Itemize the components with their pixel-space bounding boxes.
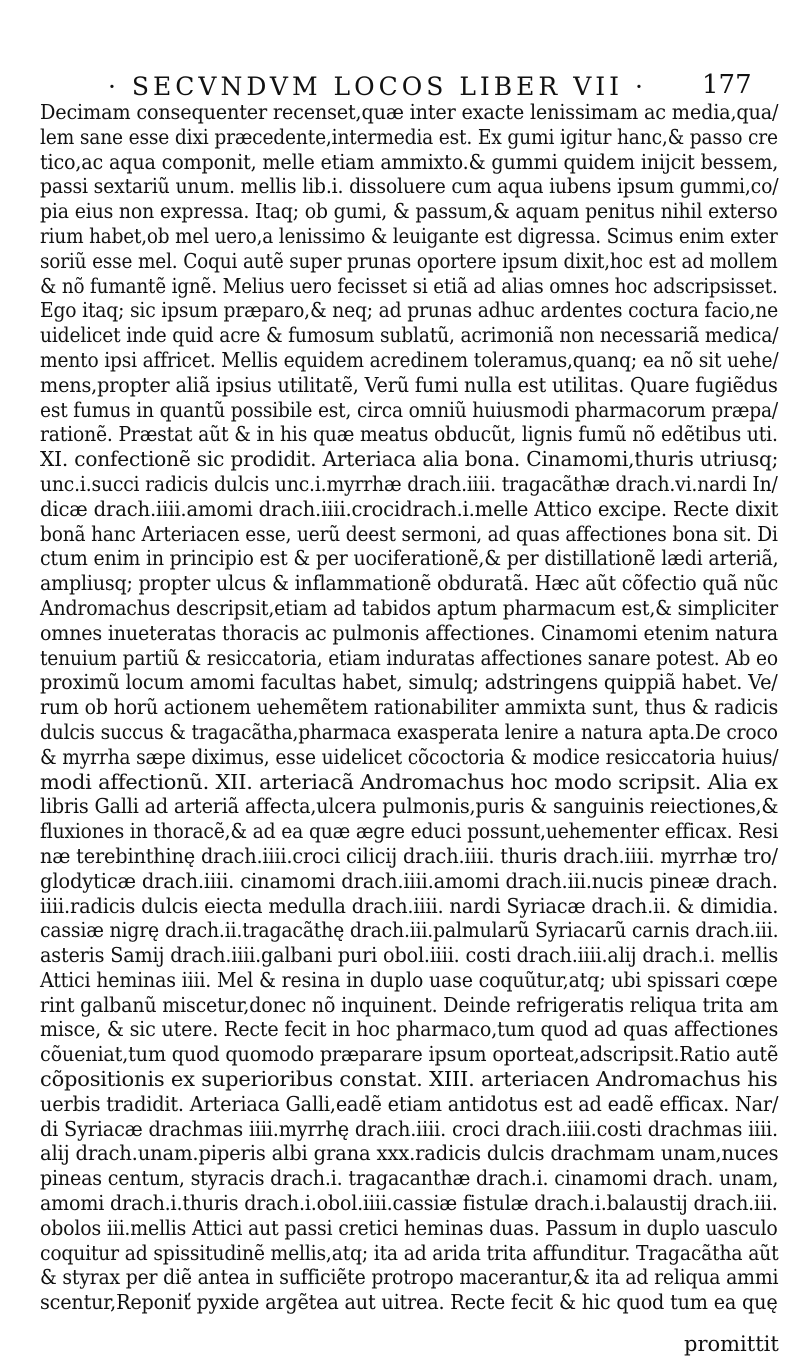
text-line: uidelicet inde quid acre & fumosum sublatũ, acrimoniã non necessariã medica/ — [40, 323, 779, 348]
text-line: Andromachus descripsit,etiam ad tabidos aptum pharmacum est,& simpliciter — [40, 595, 778, 620]
text-line: iiii.radicis dulcis eiecta medulla drach.iiii. nardi Syriacæ drach.ii. & dimidia. — [40, 893, 779, 918]
text-line: soriũ esse mel. Coqui autẽ super prunas oportere ipsum dixit,hoc est ad mollem — [40, 248, 778, 273]
text-line: cassiæ nigrę drach.ii.tragacãthę drach.iii.palmularũ Syriacarũ carnis drach.iii. — [40, 918, 779, 943]
text-line: libris Galli ad arteriã affecta,ulcera pulmonis,puris & sanguinis reiectiones,& — [40, 794, 779, 819]
text-line: ampliusq; propter ulcus & inflammationẽ obduratã. Hæc aũt cõfectio quã nũc — [40, 571, 779, 596]
text-line: XI. confectionẽ sic prodidit. Arteriaca alia bona. Cinamomi,thuris utriusq; — [40, 447, 779, 472]
body-text — [40, 100, 780, 1315]
text-line: amomi drach.i.thuris drach.i.obol.iiii.cassiæ fistulæ drach.i.balaustij drach.iii. — [40, 1191, 778, 1216]
text-line: omnes inueteratas thoracis ac pulmonis affectiones. Cinamomi etenim natura — [40, 620, 778, 645]
text-line: alij drach.unam.piperis albi grana xxx.radicis dulcis drachmam unam,nuces — [40, 1141, 779, 1166]
text-line: passi sextariũ unum. mellis lib.i. dissoluere cum aqua iubens ipsum gummi,co/ — [40, 174, 779, 199]
text-line: Decimam consequenter recenset,quæ inter exacte lenissimam ac media,qua/ — [40, 100, 779, 124]
text-line: cõueniat,tum quod quomodo præparare ipsum oporteat,adscripsit.Ratio autẽ — [40, 1042, 779, 1067]
text-line: modi affectionũ. XII. arteriacã Andromachus hoc modo scripsit. Alia ex — [40, 769, 778, 794]
text-line: dulcis succus & tragacãtha,pharmaca exasperata lenire a natura apta.De croco — [40, 719, 778, 744]
text-line: & nõ fumantẽ ignẽ. Melius uero fecisset si etiã ad alias omnes hoc adscripsisset. — [40, 273, 778, 298]
text-line: tenuium partiũ & resiccatoria, etiam induratas affectiones sanare potest. Ab eo — [40, 645, 778, 670]
text-line: ctum enim in principio est & per uociferationẽ,& per distillationẽ lædi arteriã, — [40, 546, 779, 571]
text-line: proximũ locum amomi facultas habet, simulq; adstringens quippiã habet. Ve/ — [40, 670, 778, 695]
text-line: est fumus in quantũ possibile est, circa omniũ huiusmodi pharmacorum præpa/ — [40, 397, 778, 422]
text-line: scentur,Reponiť pyxide argẽtea aut uitrea. Recte fecit & hic quod tum ea quę — [40, 1290, 778, 1315]
text-line: tico,ac aqua componit, melle etiam ammixto.& gummi quidem inijcit bessem, — [40, 149, 779, 174]
text-line: di Syriacæ drachmas iiii.myrrhę drach.iiii. croci drach.iiii.costi drachmas iiii. — [40, 1116, 778, 1141]
catchword: promittit — [684, 1332, 779, 1356]
text-line: uerbis tradidit. Arteriaca Galli,eadẽ etiam antidotus est ad eadẽ efficax. Nar/ — [40, 1091, 779, 1116]
text-line: & styrax per diẽ antea in sufficiẽte protropo macerantur,& ita ad reliqua ammi — [40, 1265, 779, 1290]
text-line: obolos iii.mellis Attici aut passi cretici heminas duas. Passum in duplo uasculo — [40, 1215, 778, 1240]
text-line: cõpositionis ex superioribus constat. XIII. arteriacen Andromachus his — [40, 1067, 778, 1092]
text-line: dicæ drach.iiii.amomi drach.iiii.crocidrach.i.melle Attico excipe. Recte dixit — [40, 496, 779, 521]
text-line: rint galbanũ miscetur,donec nõ inquinent. Deinde refrigeratis reliqua trita am — [40, 992, 779, 1017]
text-line: unc.i.succi radicis dulcis unc.i.myrrhæ drach.iiii. tragacãthæ drach.vi.nardi In/ — [40, 471, 778, 496]
text-line: rium habet,ob mel uero,a lenissimo & leuigante est digressa. Scimus enim exter — [40, 223, 778, 248]
text-line: lem sane esse dixi præcedente,intermedia est. Ex gumi igitur hanc,& passo cre — [40, 124, 778, 149]
text-line: rationẽ. Præstat aũt & in his quæ meatus obducũt, lignis fumũ nõ edẽtibus uti. — [40, 422, 778, 447]
text-line: næ terebinthinę drach.iiii.croci cilicij drach.iiii. thuris drach.iiii. myrrhæ tro/ — [40, 843, 778, 868]
text-line: fluxiones in thoracẽ,& ad ea quæ ægre educi possunt,uehementer efficax. Resi — [40, 819, 779, 844]
text-line: pia eius non expressa. Itaq; ob gumi, & passum,& aquam penitus nihil exterso — [40, 199, 778, 224]
text-line: Ego itaq; sic ipsum præparo,& neq; ad prunas adhuc ardentes coctura facio,ne — [40, 298, 779, 323]
text-line: bonã hanc Arteriacen esse, uerũ deest sermoni, ad quas affectiones bona sit. Di — [40, 521, 778, 546]
text-line: & myrrha sæpe diximus, esse uidelicet cõcoctoria & modice resiccatoria huius/ — [40, 744, 779, 769]
text-line: glodyticæ drach.iiii. cinamomi drach.iiii.amomi drach.iii.nucis pineæ drach. — [40, 868, 778, 893]
running-title: · SECVNDVM LOCOS LIBER VII · — [108, 72, 647, 101]
text-line: misce, & sic utere. Recte fecit in hoc pharmaco,tum quod ad quas affectiones — [40, 1017, 779, 1042]
text-line: mento ipsi affricet. Mellis equidem acredinem toleramus,quanq; ea nõ sit uehe/ — [40, 347, 779, 372]
text-line: Attici heminas iiii. Mel & resina in duplo uase coquũtur,atq; ubi spissari cœpe — [40, 967, 778, 992]
text-line: mens,propter aliã ipsius utilitatẽ, Verũ fumi nulla est utilitas. Quare fugiẽdus — [40, 372, 778, 397]
page-number: 177 — [702, 70, 752, 100]
text-line: coquitur ad spissitudinẽ mellis,atq; ita ad arida trita affunditur. Tragacãtha aũt — [40, 1240, 779, 1265]
text-line: pineas centum, styracis drach.i. tragacanthæ drach.i. cinamomi drach. unam, — [40, 1166, 779, 1191]
text-line: asteris Samij drach.iiii.galbani puri obol.iiii. costi drach.iiii.alij drach.i. mellis — [40, 943, 778, 968]
text-line: rum ob horũ actionem uehemẽtem rationabiliter ammixta sunt, thus & radicis — [40, 695, 779, 720]
